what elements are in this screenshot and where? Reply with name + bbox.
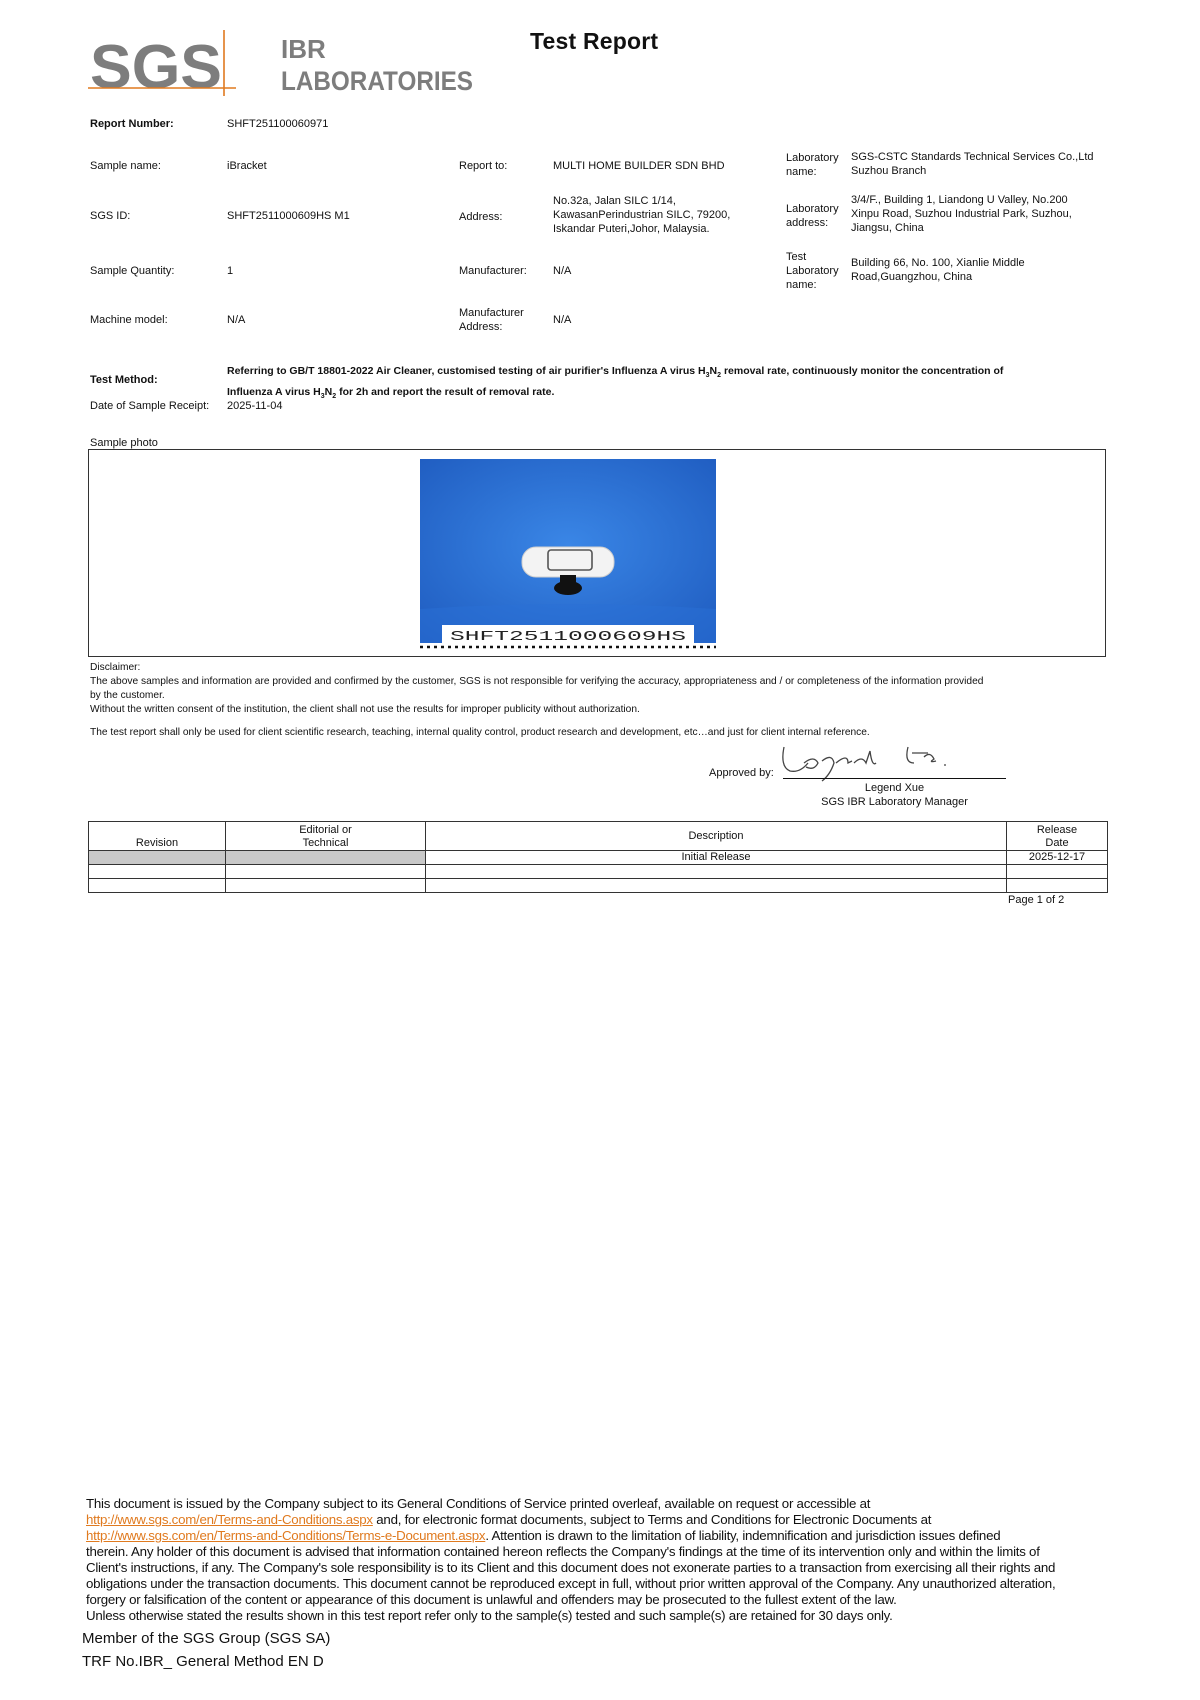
test-method-label: Test Method:	[90, 374, 158, 386]
sample-quantity-label: Sample Quantity:	[90, 265, 175, 277]
table-row: Initial Release 2025-12-17	[89, 851, 1108, 865]
sgs-id-value: SHFT2511000609HS M1	[227, 210, 350, 222]
approved-by-label: Approved by:	[709, 767, 774, 779]
svg-text:IBR: IBR	[281, 34, 326, 64]
lab-address-value: 3/4/F., Building 1, Liandong U Valley, No.200 Xinpu Road, Suzhou Industrial Park, Suzhou, Jiangsu, China	[851, 194, 1072, 234]
report-to-label: Report to:	[459, 160, 508, 172]
report-to-value: MULTI HOME BUILDER SDN BHD	[553, 160, 725, 172]
address-value: No.32a, Jalan SILC 1/14, KawasanPerindustrian SILC, 79200, Iskandar Puteri,Johor, Malaysia.	[553, 195, 731, 235]
page-indicator: Page 1 of 2	[1008, 894, 1065, 906]
approver: Legend Xue SGS IBR Laboratory Manager	[821, 782, 968, 808]
machine-model-label: Machine model:	[90, 314, 168, 326]
release-date-header: Release Date	[1007, 822, 1108, 851]
report-number-label: Report Number:	[90, 118, 174, 130]
revision-table-header	[89, 822, 1108, 851]
description-header: Description	[426, 822, 1007, 851]
revision-table	[88, 821, 1108, 893]
date-receipt-value: 2025-11-04	[227, 400, 283, 412]
signature-line	[783, 778, 1006, 779]
e-document-terms-link[interactable]: http://www.sgs.com/en/Terms-and-Conditions/Terms-e-Document.aspx	[86, 1528, 486, 1543]
lab-address-label: Laboratory address:	[786, 203, 839, 229]
date-receipt-label: Date of Sample Receipt:	[90, 400, 210, 412]
sample-quantity-value: 1	[227, 265, 234, 277]
manufacturer-value: N/A	[553, 265, 572, 277]
sample-name-value: iBracket	[227, 160, 267, 172]
table-row	[89, 865, 1108, 879]
report-title: Test Report	[530, 28, 659, 54]
terms-link[interactable]: http://www.sgs.com/en/Terms-and-Conditions.aspx	[86, 1512, 373, 1527]
manufacturer-label: Manufacturer:	[459, 265, 527, 277]
report-number-value: SHFT251100060971	[227, 118, 329, 130]
sample-photo	[420, 459, 716, 649]
address-label: Address:	[459, 211, 503, 223]
sample-name-label: Sample name:	[90, 160, 161, 172]
signature	[778, 733, 968, 783]
lab-name-value: SGS-CSTC Standards Technical Services Co.,Ltd Suzhou Branch	[851, 151, 1094, 177]
machine-model-value: N/A	[227, 314, 246, 326]
revision-header: Revision	[89, 822, 226, 851]
manufacturer-address-value: N/A	[553, 314, 572, 326]
manufacturer-address-label: Manufacturer Address:	[459, 307, 524, 333]
svg-text:LABORATORIES: LABORATORIES	[281, 66, 473, 96]
terms-footer: This document is issued by the Company subject to its General Conditions of Service printed overleaf, available on request or accessible at http://www.sgs.com/en/Terms-and-Conditions.aspx and, for electronic format documents, subject to Terms and Conditions for Electronic Documents at http://www.sgs.com/en/Terms-and-Conditions/Terms-e-Document.aspx. Attention is drawn to the limitation of liability, indemnification and jurisdiction issues defined therein. Any holder of this document is advised that information contained hereon reflects the Company's findings at the time of its intervention only and within the limits of Client's instructions, if any. The Company's sole responsibility is to its Client and this document does not exonerate parties to a transaction from exercising all their rights and obligations under the transaction documents. This document cannot be reproduced except in full, without prior written approval of the Company. Any unauthorized alteration, forgery or falsification of the content or appearance of this document is unlawful and offenders may be prosecuted to the fullest extent of the law. Unless otherwise stated the results shown in this test report refer only to the sample(s) tested and such sample(s) are retained for 30 days only.	[86, 1496, 1056, 1623]
disclaimer: Disclaimer: The above samples and information are provided and confirmed by the customer, SGS is not responsible for verifying the accuracy, appropriateness and / or completeness of the information provided by the customer. Without the written consent of the institution, the client shall not use the results for improper publicity without authorization. The test report shall only be used for client scientific research, teaching, internal quality control, product research and development, etc…and just for client internal reference.	[90, 662, 984, 738]
lab-name-label: Laboratory name:	[786, 152, 839, 178]
table-row	[89, 879, 1108, 893]
test-method-text: Referring to GB/T 18801-2022 Air Cleaner, customised testing of air purifier's Influenza A virus $H_3N_2$ removal rate, continuously monitor the concentration of Influenza A virus $H_3N_2$ for 2h and report the result of removal rate.	[227, 365, 1004, 401]
svg-text:SGS: SGS	[90, 33, 222, 96]
sgs-id-label: SGS ID:	[90, 210, 131, 222]
trf-number: TRF No.IBR_ General Method EN D	[82, 1653, 324, 1670]
test-lab-label: Test Laboratory name:	[786, 251, 839, 291]
sgs-logo	[88, 30, 236, 96]
sample-photo-label: Sample photo	[90, 437, 158, 449]
ibr-laboratories-logo	[281, 30, 481, 96]
test-lab-value: Building 66, No. 100, Xianlie Middle Road,Guangzhou, China	[851, 257, 1025, 283]
svg-text:SHFT2511000609HS: SHFT2511000609HS	[450, 629, 686, 645]
member-text: Member of the SGS Group (SGS SA)	[82, 1630, 331, 1647]
editorial-header: Editorial or Technical	[226, 822, 426, 851]
